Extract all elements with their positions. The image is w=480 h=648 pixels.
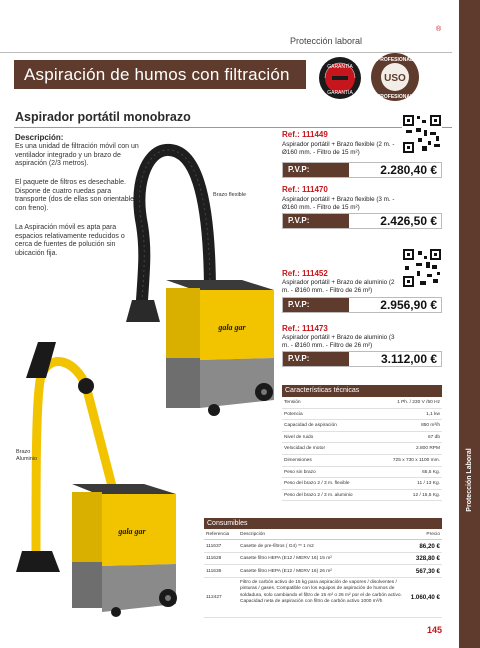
consumable-ref: 111628 [206, 556, 222, 561]
tech-spec-row [282, 467, 442, 479]
consumables-header-row [204, 530, 442, 540]
ref-description: Aspirador portátil + Brazo flexible (3 m. - Ø160 mm. - Filtro de 15 m²) [282, 196, 395, 211]
svg-text:USO: USO [384, 73, 406, 84]
label-aluminium-arm: Brazo Aluminio [16, 449, 38, 462]
product-title: Aspirador portátil monobrazo [15, 110, 191, 124]
tech-spec-key: Peso del brazo 2 / 3 m. aluminio [284, 492, 353, 498]
qr-code [402, 114, 442, 154]
tech-spec-value: 65,5 Kg. [422, 469, 440, 475]
price-value: 2.280,40 € [380, 163, 437, 177]
side-section-label: Protección Laboral [465, 448, 473, 512]
ref-title: Ref.: 111449 [282, 130, 328, 139]
tech-spec-key: Capacidad de aspiración [284, 423, 337, 429]
price-bar [282, 162, 442, 178]
tech-spec-value: 67 db [427, 434, 440, 440]
professional-use-badge [370, 52, 420, 102]
consumable-price: 567,30 € [415, 567, 440, 575]
tech-spec-key: Tensión [284, 400, 301, 405]
tech-spec-value: 725 x 730 x 1100 mm. [392, 458, 440, 463]
label-flexible-arm: Brazo flexible [213, 192, 247, 198]
guarantee-badge [318, 56, 362, 100]
tech-spec-value: 11 / 13 Kg. [417, 481, 440, 487]
consumable-description: Casette filtro HEPA (E12 / MERV 16) 15 m² [240, 556, 332, 561]
consumable-description: Casette filtro HEPA (E12 / MERV 16) 26 m² [240, 568, 332, 574]
section-title: Protección laboral [290, 36, 363, 46]
tech-specs-heading: Características técnicas [282, 385, 442, 397]
ref-title: Ref.: 111452 [282, 269, 328, 278]
consumable-row [204, 565, 442, 578]
tech-spec-key: Nivel de ruido [284, 434, 314, 440]
svg-text:gala gar: gala gar [118, 527, 146, 536]
tech-spec-value: 1 Ph. / 230 V /50 Hz [397, 400, 440, 405]
tech-spec-value: 1,1 kw [426, 411, 440, 417]
tech-spec-row [282, 420, 442, 432]
col-ref: Referencia [206, 532, 230, 537]
tech-spec-key: Dimensiones [284, 458, 312, 463]
price-value: 2.426,50 € [380, 214, 437, 228]
svg-text:GARANTÍA: GARANTÍA [327, 64, 353, 70]
tech-spec-key: Peso del brazo 2 / 3 m. flexible [284, 481, 350, 487]
consumable-price: 86,20 € [419, 543, 440, 550]
price-value: 2.956,90 € [380, 298, 437, 312]
svg-text:PROFESIONAL: PROFESIONAL [376, 94, 414, 100]
consumable-row [204, 553, 442, 565]
tech-spec-value: 850 m³/h [421, 423, 440, 429]
qr-code [402, 248, 442, 288]
ref-title: Ref.: 111470 [282, 185, 328, 194]
registered-mark: ® [436, 26, 442, 33]
tech-spec-row [282, 409, 442, 421]
price-value: 3.112,00 € [380, 352, 437, 366]
consumable-row [204, 578, 442, 618]
tech-spec-key: Velocidad de motor [284, 446, 326, 452]
consumable-ref: 111636 [206, 568, 222, 574]
description-paragraph: Es una unidad de filtración móvil con un ventilador integrado y un brazo de aspiración (2/3 metros). [15, 143, 139, 168]
tech-spec-row [282, 490, 442, 502]
tech-spec-row [282, 397, 442, 409]
tech-spec-value: 12 / 15,5 Kg. [412, 492, 440, 498]
consumable-ref: 111637 [206, 544, 222, 549]
tech-spec-key: Potencia [284, 411, 303, 417]
consumable-description: Filtro de carbón activo de 15 kg para aspiración de vapores / disolventes / pinturas / gases. Compatible con los equipos de aspiración de humos de soldadura, solo cambiando el filtro de 15 m² o 26 m² por el de carbón activo. Capacidad neta de aspiración con filtro de carbón activo 1000 m³/h [240, 580, 402, 605]
ref-title: Ref.: 111473 [282, 324, 328, 333]
title-divider [14, 127, 452, 128]
consumable-ref: 112427 [206, 595, 222, 600]
price-bar [282, 351, 442, 367]
tech-spec-key: Peso sin brazo [284, 469, 316, 475]
ref-description: Aspirador portátil + Brazo de aluminio (3 m. - Ø160 mm. - Filtro de 26 m²) [282, 334, 395, 349]
tech-spec-value: 2.800 RPM [416, 446, 440, 452]
svg-text:PROFESIONAL: PROFESIONAL [376, 57, 414, 63]
description-paragraph: El paquete de filtros es desechable. Dispone de cuatro ruedas para transporte (dos de ellas son orientables con freno). [15, 179, 138, 212]
page-number: 145 [427, 625, 443, 635]
pvp-label: P.V.P: [283, 298, 349, 312]
pvp-label: P.V.P: [283, 352, 349, 366]
tech-spec-row [282, 455, 442, 467]
consumable-price: 1.060,40 € [410, 594, 440, 601]
svg-text:gala gar: gala gar [218, 323, 246, 332]
col-price: Precio [426, 532, 440, 537]
svg-text:GARANTÍA: GARANTÍA [327, 90, 353, 96]
consumable-price: 328,80 € [415, 555, 440, 562]
pvp-label: P.V.P: [283, 214, 349, 228]
aluminium-arm-product-image [16, 336, 186, 618]
price-bar [282, 297, 442, 313]
pvp-label: P.V.P: [283, 163, 349, 177]
ref-description: Aspirador portátil + Brazo flexible (2 m. - Ø160 mm. - Filtro de 15 m²) [282, 141, 395, 156]
tech-spec-row [282, 432, 442, 444]
ref-description: Aspirador portátil + Brazo de aluminio (2 m. - Ø160 mm. - Filtro de 26 m²) [282, 279, 395, 294]
price-bar [282, 213, 442, 229]
page-banner: Aspiración de humos con filtración [14, 60, 306, 89]
tech-spec-row [282, 443, 442, 455]
side-tab [459, 0, 480, 648]
description-heading: Descripción: [15, 133, 64, 142]
consumable-description: Casette de pre-filtros ( G4) ** 1 m2 [240, 544, 314, 549]
consumable-row [204, 541, 442, 553]
col-desc: Descripción [240, 532, 266, 537]
consumables-heading: Consumibles [204, 518, 442, 529]
description-paragraph: La Aspiración móvil es apta para espacios relativamente reducidos o cerca de fuentes de polución sin ubicación fija. [15, 224, 125, 257]
tech-spec-row [282, 478, 442, 490]
